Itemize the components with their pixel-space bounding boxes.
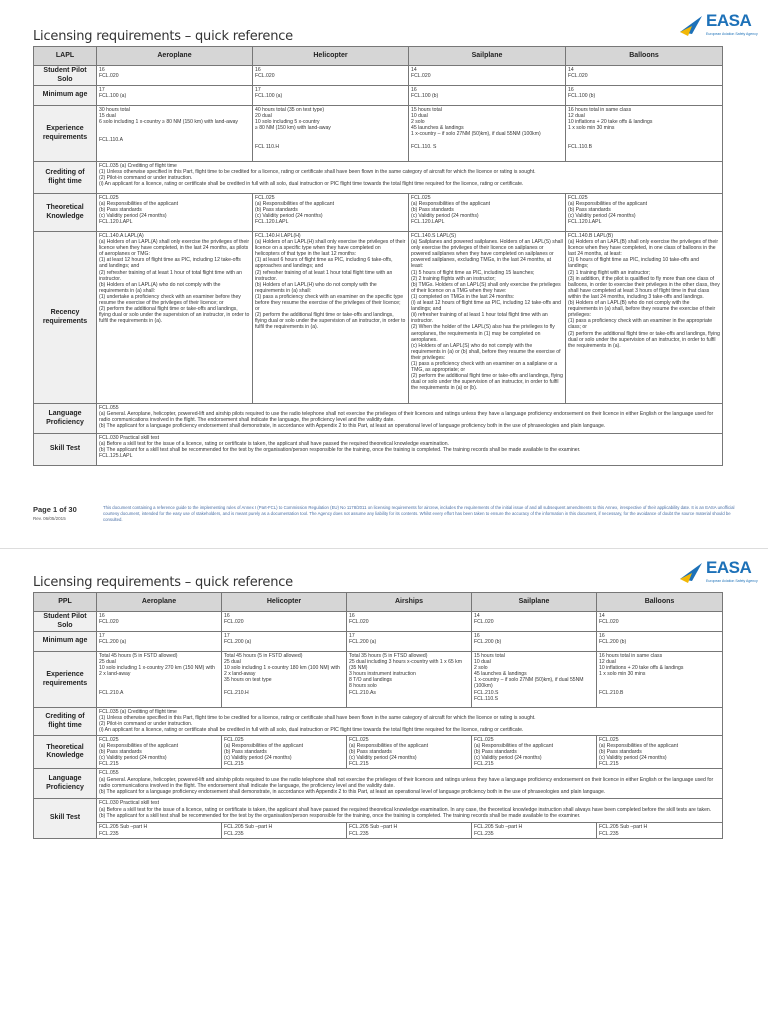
table-cell-span: FCL.055 (a) General. Aeroplane, helicopter, powered-lift and airship pilots required to use the radio telephone shall not exercise the privileges of their licences and ratings unless they have a language proficiency endorsement on their licence in either English or the language used for radio communications involved in the flight. The endorsement shall indicate the language, the proficiency level and the validity date. (b) The applicant for a language proficiency endorsement shall demonstrate, in accordance with Appendix 2 to this Part, at least an operational level of language proficiency both in the use of phraseologies and plain language. xyxy=(97,769,723,799)
table-cell-span: FCL.035 (a) Crediting of flight time (1) Unless otherwise specified in this Part, flight time to be credited for a licence, rating or certificate shall have been flown in the same category of aircraft for which the licence or rating is sought. (2) Pilot-in command or under instruction. (i) An applicant for a licence, rating or certificate shall be credited in full with all solo, dual instruction or PIC flight time towards the total flight time required for the licence, rating or certificate. xyxy=(97,162,723,194)
table-cell-span: FCL.035 (a) Crediting of flight time (1) Unless otherwise specified in this Part, flight time to be credited for a licence, rating or certificate shall have been flown in the same category of aircraft for which the licence or rating is sought. (2) Pilot-in command or under instruction. (i) An applicant for a licence, rating or certificate shall be credited in full with all solo, dual instruction or PIC flight time towards the total flight time required for the licence, rating or certificate. xyxy=(97,708,723,736)
table-header-row xyxy=(34,47,723,66)
header-aeroplane: Aeroplane xyxy=(97,593,222,612)
table-cell: 16 FCL.020 xyxy=(97,612,222,632)
table-cell: FCL.025 (a) Responsibilities of the applicant (b) Pass standards (c) Validity period (24 months) FCL.215 xyxy=(97,736,222,769)
table-cell: FCL.025 (a) Responsibilities of the applicant (b) Pass standards (c) Validity period (24 months) FCL.120.LAPL xyxy=(97,194,253,232)
table-cell: FCL.025 (a) Responsibilities of the applicant (b) Pass standards (c) Validity period (24 months) FCL.215 xyxy=(347,736,472,769)
table-cell: FCL.205 Sub –part H FCL.235 xyxy=(597,823,723,838)
logo-text: EASA xyxy=(706,11,752,30)
page-title: Licensing requirements – quick reference xyxy=(33,575,293,590)
row-label: Minimum age xyxy=(34,632,97,652)
table-row xyxy=(34,708,723,736)
table-row xyxy=(34,799,723,823)
header-aeroplane: Aeroplane xyxy=(97,47,253,66)
table-cell: FCL.140.A LAPL(A) (a) Holders of an LAPL(A) shall only exercise the privileges of their licence when they have completed, in the last 24 months, as pilots of aeroplanes or TMG: (1) at least 12 hours of flight time as PIC, including 12 take-offs and landings; and (2) refresher training of at least 1 hour of total flight time with an instructor. (b) Holders of an LAPL(A) who do not comply with the requirements in (a) shall: (1) undertake a proficiency check with an examiner before they resume the exercise of the privileges of their licence; or (2) perform the additional flight time or take-offs and landings, flying dual or solo under the supervision of an instructor, in order to fulfil the requirements in (a). xyxy=(97,232,253,404)
table-cell: FCL.205 Sub –part H FCL.235 xyxy=(347,823,472,838)
easa-logo xyxy=(678,557,758,591)
logo-text: EASA xyxy=(706,558,752,577)
table-cell: FCL.025 (a) Responsibilities of the applicant (b) Pass standards (c) Validity period (24 months) FCL.120.LAPL xyxy=(409,194,566,232)
table-cell: 15 hours total 10 dual 2 solo 45 launches & landings 1 x-country – if solo 27NM (50)km), if dual 55NM (100km) FCL.110. S xyxy=(409,106,566,162)
table-cell: 16 FCL.020 xyxy=(222,612,347,632)
table-cell: 16 FCL.020 xyxy=(253,66,409,86)
table-cell: 16 FCL.100 (b) xyxy=(409,86,566,106)
logo-subtext: European Aviation Safety Agency xyxy=(706,32,758,36)
table-row xyxy=(34,162,723,194)
table-cell: FCL.025 (a) Responsibilities of the applicant (b) Pass standards (c) Validity period (24 months) FCL.215 xyxy=(597,736,723,769)
table-row xyxy=(34,632,723,652)
header-licence: LAPL xyxy=(34,47,97,66)
row-label: Skill Test xyxy=(34,799,97,838)
table-cell-span: FCL.055 (a) General. Aeroplane, helicopter, powered-lift and airship pilots required to use the radio telephone shall not exercise the privileges of their licences and ratings unless they have a language proficiency endorsement on their licence in either English or the language used for radio communications involved in the flight. The endorsement shall indicate the language, the proficiency level and the validity date. (b) The applicant for a language proficiency endorsement shall demonstrate, in accordance with Appendix 2 to this Part, at least an operational level of language proficiency both in the use of phraseologies and plain language. xyxy=(97,404,723,434)
table-cell: Total 35 hours (5 in FTSD allowed) 25 dual including 3 hours x-country with 1 x 65 km (35 NM) 3 hours instrument instruction 8 T/O and landings 8 hours solo FCL.210.As xyxy=(347,652,472,708)
row-label: Recency requirements xyxy=(34,232,97,404)
table-row xyxy=(34,106,723,162)
revision-date: Rev. 06/05/2015 xyxy=(33,516,66,521)
table-cell: 14 FCL.020 xyxy=(472,612,597,632)
row-label: Theoretical Knowledge xyxy=(34,194,97,232)
table-cell: FCL.025 (a) Responsibilities of the applicant (b) Pass standards (c) Validity period (24 months) FCL.120.LAPL xyxy=(253,194,409,232)
table-cell: 17 FCL.200 (a) xyxy=(97,632,222,652)
table-row xyxy=(34,404,723,434)
table-cell: FCL.025 (a) Responsibilities of the applicant (b) Pass standards (c) Validity period (24 months) FCL.215 xyxy=(472,736,597,769)
header-airships: Airships xyxy=(347,593,472,612)
table-row xyxy=(34,736,723,769)
table-cell: 16 FCL.100 (b) xyxy=(566,86,723,106)
lapl-table xyxy=(33,46,723,466)
easa-bird-icon xyxy=(678,12,704,38)
table-cell: Total 45 hours (5 in FSTD allowed) 25 dual 10 solo including 1 x-country 180 km (100 NM) with 2 x land-away 35 hours on test type FCL.210.H xyxy=(222,652,347,708)
table-row xyxy=(34,66,723,86)
table-cell: 16 FCL.020 xyxy=(97,66,253,86)
row-label: Student Pilot Solo xyxy=(34,612,97,632)
table-header-row xyxy=(34,593,723,612)
table-cell: FCL.025 (a) Responsibilities of the applicant (b) Pass standards (c) Validity period (24 months) FCL.215 xyxy=(222,736,347,769)
table-cell-span: FCL.030 Practical skill test (a) Before a skill test for the issue of a licence, rating or certificate is taken, the applicant shall have passed the required theoretical knowledge examination. (b) The applicant for a skill test shall be recommended for the test by the organisation/person responsible for the training, once the training is completed. The training records shall be made available to the examiner. FCL.125.LAPL xyxy=(97,434,723,466)
table-row xyxy=(34,434,723,466)
header-sailplane: Sailplane xyxy=(472,593,597,612)
table-cell: 17 FCL.200 (a) xyxy=(347,632,472,652)
page-number: Page 1 of 30 xyxy=(33,505,77,514)
table-cell: 16 FCL.200 (b) xyxy=(472,632,597,652)
table-cell: FCL.025 (a) Responsibilities of the applicant (b) Pass standards (c) Validity period (24 months) FCL.120.LAPL xyxy=(566,194,723,232)
row-label: Minimum age xyxy=(34,86,97,106)
row-label: Language Proficiency xyxy=(34,769,97,799)
header-helicopter: Helicopter xyxy=(222,593,347,612)
table-row xyxy=(34,232,723,404)
table-cell: 14 FCL.020 xyxy=(409,66,566,86)
header-helicopter: Helicopter xyxy=(253,47,409,66)
table-cell: Total 45 hours (5 in FSTD allowed) 25 dual 10 solo including 1 x-country 270 km (150 NM) with 2 x land-away FCL.210.A xyxy=(97,652,222,708)
row-label: Student Pilot Solo xyxy=(34,66,97,86)
header-balloons: Balloons xyxy=(597,593,723,612)
table-cell: 14 FCL.020 xyxy=(566,66,723,86)
table-cell: FCL.205 Sub –part H FCL.235 xyxy=(97,823,222,838)
logo-subtext: European Aviation Safety Agency xyxy=(706,579,758,583)
table-cell: FCL.140.S LAPL(S) (a) Sailplanes and powered sailplanes. Holders of an LAPL(S) shall only exercise the privileges of their licence on sailplanes or powered sailplanes when they have completed on sailplanes or powered sailplanes, excluding TMGs, in the last 24 months, at least: (1) 5 hours of flight time as PIC, including 15 launches; (2) 2 training flights with an instructor; (b) TMGs. Holders of an LAPL(S) shall only exercise the privileges of their licence on a TMG when they have: (1) completed on TMGs in the last 24 months: (i) at least 12 hours of flight time as PIC, including 12 take-offs and landings; and (ii) refresher training of at least 1 hour total flight time with an instructor. (2) When the holder of the LAPL(S) also has the privileges to fly aeroplanes, the requirements in (1) may be completed on aeroplanes. (c) Holders of an LAPL(S) who do not comply with the requirements in (a) or (b) shall, before they resume the exercise of their privileges: (1) pass a proficiency check with an examiner on a sailplane or a TMG, as appropriate; or (2) perform the additional flight time or take-offs and landings, flying dual or solo under the supervision of an instructor, in order to fulfil the requirements in (a) or (b). xyxy=(409,232,566,404)
page-title: Licensing requirements – quick reference xyxy=(33,29,293,44)
table-row xyxy=(34,194,723,232)
table-cell: FCL.205 Sub –part H FCL.235 xyxy=(222,823,347,838)
easa-bird-icon xyxy=(678,559,704,585)
table-cell: FCL.205 Sub –part H FCL.235 xyxy=(472,823,597,838)
table-cell: 16 hours total in same class 12 dual 10 inflations + 20 take offs & landings 1 x solo min 30 mins FCL.210.B xyxy=(597,652,723,708)
table-cell: 17 FCL.100 (a) xyxy=(253,86,409,106)
row-label: Experience requirements xyxy=(34,106,97,162)
table-cell: 16 FCL.200 (b) xyxy=(597,632,723,652)
ppl-table xyxy=(33,592,723,839)
table-cell: FCL.140.H LAPL(H) (a) Holders of an LAPL(H) shall only exercise the privileges of their licence on a specific type when they have completed on helicopters of that type in the last 12 months: (1) at least 6 hours of flight time as PIC, including 6 take-offs, approaches and landings; and (2) refresher training of at least 1 hour total flight time with an instructor. (b) Holders of an LAPL(H) who do not comply with the requirements in (a) shall: (1) pass a proficiency check with an examiner on the specific type before they resume the exercise of the privileges of their licence; or (2) perform the additional flight time or take-offs and landings, flying dual or solo under the supervision of an instructor, in order to fulfil the requirements in (a). xyxy=(253,232,409,404)
table-row xyxy=(34,612,723,632)
row-label: Crediting of flight time xyxy=(34,162,97,194)
table-cell: 30 hours total 15 dual 6 solo including 1 x-country ≥ 80 NM (150 km) with land-away FCL.110.A xyxy=(97,106,253,162)
table-row xyxy=(34,769,723,799)
easa-logo xyxy=(678,10,758,44)
row-label: Theoretical Knowledge xyxy=(34,736,97,769)
table-row xyxy=(34,86,723,106)
row-label: Experience requirements xyxy=(34,652,97,708)
row-label: Language Proficiency xyxy=(34,404,97,434)
table-cell-span: FCL.030 Practical skill test (a) Before a skill test for the issue of a licence, rating or certificate is taken, the applicant shall have passed the required theoretical knowledge examination. In any case, the theoretical knowledge instruction shall always have been completed before the skill tests are taken. (b) The applicant for a skill test shall be recommended for the test by the organisation/person responsible for the training, once the training is completed. The training records shall be made available to the examiner. xyxy=(97,799,723,823)
table-cell: 16 FCL.020 xyxy=(347,612,472,632)
table-cell: 14 FCL.020 xyxy=(597,612,723,632)
row-label: Crediting of flight time xyxy=(34,708,97,736)
table-cell: 16 hours total in same class 12 dual 10 inflations + 20 take offs & landings 1 x solo min 30 mins FCL.110.B xyxy=(566,106,723,162)
table-cell: 17 FCL.200 (a) xyxy=(222,632,347,652)
row-label: Skill Test xyxy=(34,434,97,466)
header-sailplane: Sailplane xyxy=(409,47,566,66)
table-cell: 15 hours total 10 dual 2 solo 45 launches & landings 1 x-country – if solo 27NM (50)km), if dual 55NM (100km) FCL.210.S FCL.110.S xyxy=(472,652,597,708)
table-cell: 40 hours total (35 on test type) 20 dual 10 solo including 5 x-country ≥ 80 NM (150 km) with land-away FCL 110.H xyxy=(253,106,409,162)
disclaimer-text: This document containing a reference guide to the implementing rules of Annex I (Part-FCL) to Commission Regulation (EU) No 1178/2011 on licensing requirements for aircrew, includes the requirements of the initial issue of and all subsequent amendments to this Annex, irrespective of their applicability date. It is an EASA unofficial courtesy document, intended for the easy use of stakeholders, and is meant purely as a documentation tool. The Agency does not assume any liability for its contents. Whilst every effort has been taken to ensure the accuracy of the information in this document, if necessary, for the avoidance of doubt the source material should be consulted. xyxy=(103,505,735,522)
page-2 xyxy=(0,548,768,1025)
table-cell: FCL.140.B LAPL(B) (a) Holders of an LAPL(B) shall only exercise the privileges of their licence when they have completed, in one class of balloons in the last 24 months, at least: (1) 6 hours of flight time as PIC, including 10 take-offs and landings; (2) 1 training flight with an instructor; (3) in addition, if the pilot is qualified to fly more than one class of balloons, in order to exercise their privileges in the other class, they shall have completed at least 3 hours of flight time in that class within the last 24 months, including 3 take-offs and landings. (b) Holders of an LAPL(B) who do not comply with the requirements in (a) shall, before they resume the exercise of their privileges: (1) pass a proficiency check with an examiner in the appropriate class; or (2) perform the additional flight time or take-offs and landings, flying dual or solo under the supervision of an instructor, in order to fulfil the requirements in (a). xyxy=(566,232,723,404)
table-row xyxy=(34,823,723,838)
table-row xyxy=(34,652,723,708)
header-balloons: Balloons xyxy=(566,47,723,66)
table-cell: 17 FCL.100 (a) xyxy=(97,86,253,106)
header-licence: PPL xyxy=(34,593,97,612)
